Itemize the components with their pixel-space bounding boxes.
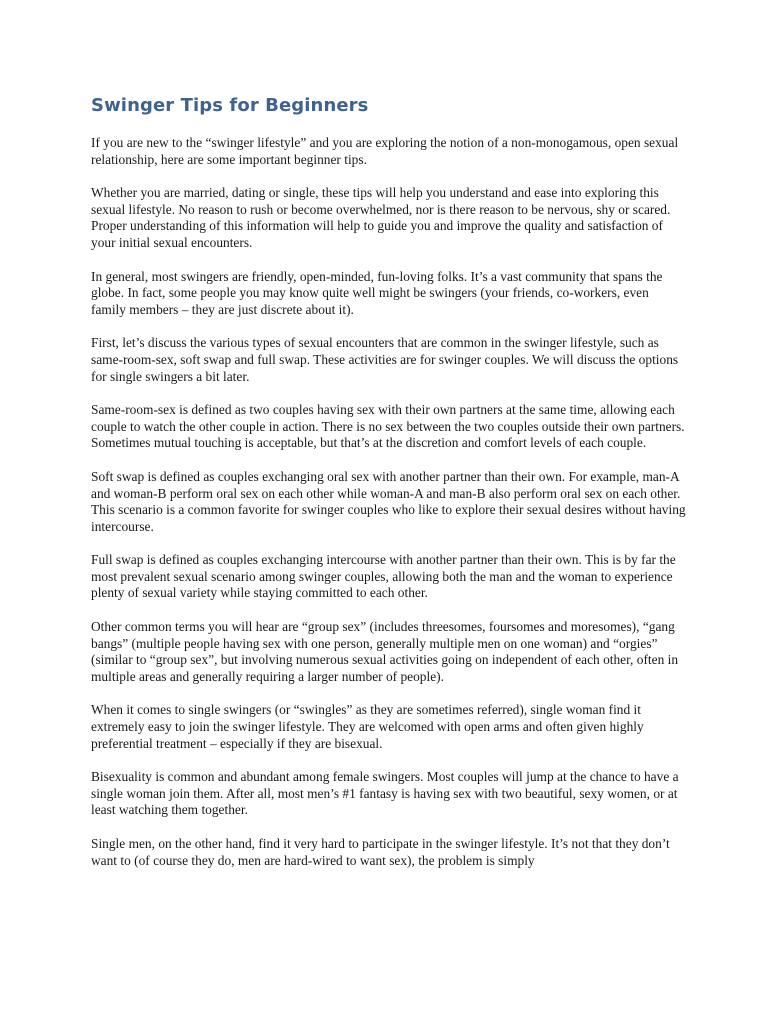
paragraph-6: Soft swap is defined as couples exchanging oral sex with another partner than their own. For example, man-A and woman-B perform oral sex on each other while woman-A and man-B also perform oral sex on each other. This scenario is a common favorite for swinger couples who like to explore their sexual desires without having intercourse. [91, 468, 686, 534]
document-page [91, 94, 687, 886]
paragraph-3: In general, most swingers are friendly, open-minded, fun-loving folks. It’s a vast community that spans the globe. In fact, some people you may know quite well might be swingers (your friends, co-workers, even family members – they are just discrete about it). [91, 268, 663, 317]
paragraph-10: Bisexuality is common and abundant among female swingers. Most couples will jump at the chance to have a single woman join them. After all, most men’s #1 fantasy is having sex with two beautiful, sexy women, or at least watching them together. [91, 769, 679, 818]
paragraph-5: Same-room-sex is defined as two couples having sex with their own partners at the same time, allowing each couple to watch the other couple in action. There is no sex between the two couples outside their own partners. Sometimes mutual touching is acceptable, but that’s at the discretion and comfort levels of each couple. [91, 402, 685, 451]
paragraph-2: Whether you are married, dating or single, these tips will help you understand and ease into exploring this sexual lifestyle. No reason to rush or become overwhelmed, nor is there reason to be nervous, shy or scared. Proper understanding of this information will help to guide you and improve the quality and satisfaction of your initial sexual encounters. [91, 185, 671, 250]
paragraph-1: If you are new to the “swinger lifestyle” and you are exploring the notion of a non-monogamous, open sexual relationship, here are some important beginner tips. [91, 135, 679, 167]
paragraph-4: First, let’s discuss the various types of sexual encounters that are common in the swinger lifestyle, such as same-room-sex, soft swap and full swap. These activities are for swinger couples. We will discuss the options for single swingers a bit later. [91, 335, 679, 384]
paragraph-9: When it comes to single swingers (or “swingles” as they are sometimes referred), single woman find it extremely easy to join the swinger lifestyle. They are welcomed with open arms and often given highly preferential treatment – especially if they are bisexual. [91, 702, 644, 751]
paragraph-7: Full swap is defined as couples exchanging intercourse with another partner than their own. This is by far the most prevalent sexual scenario among swinger couples, allowing both the man and the woman to experience plenty of sexual variety while staying committed to each other. [91, 552, 676, 601]
paragraph-8: Other common terms you will hear are “group sex” (includes threesomes, foursomes and moresomes), “gang bangs” (multiple people having sex with one person, generally multiple men on one woman) and “orgies” (similar to “group sex”, but involving numerous sexual activities going on independent of each other, often in multiple areas and generally requiring a larger number of people). [91, 619, 679, 684]
paragraph-11: Single men, on the other hand, find it very hard to participate in the swinger lifestyle. It’s not that they don’t want to (of course they do, men are hard-wired to want sex), the problem is simply [91, 836, 670, 868]
document-title: Swinger Tips for Beginners [91, 95, 369, 116]
